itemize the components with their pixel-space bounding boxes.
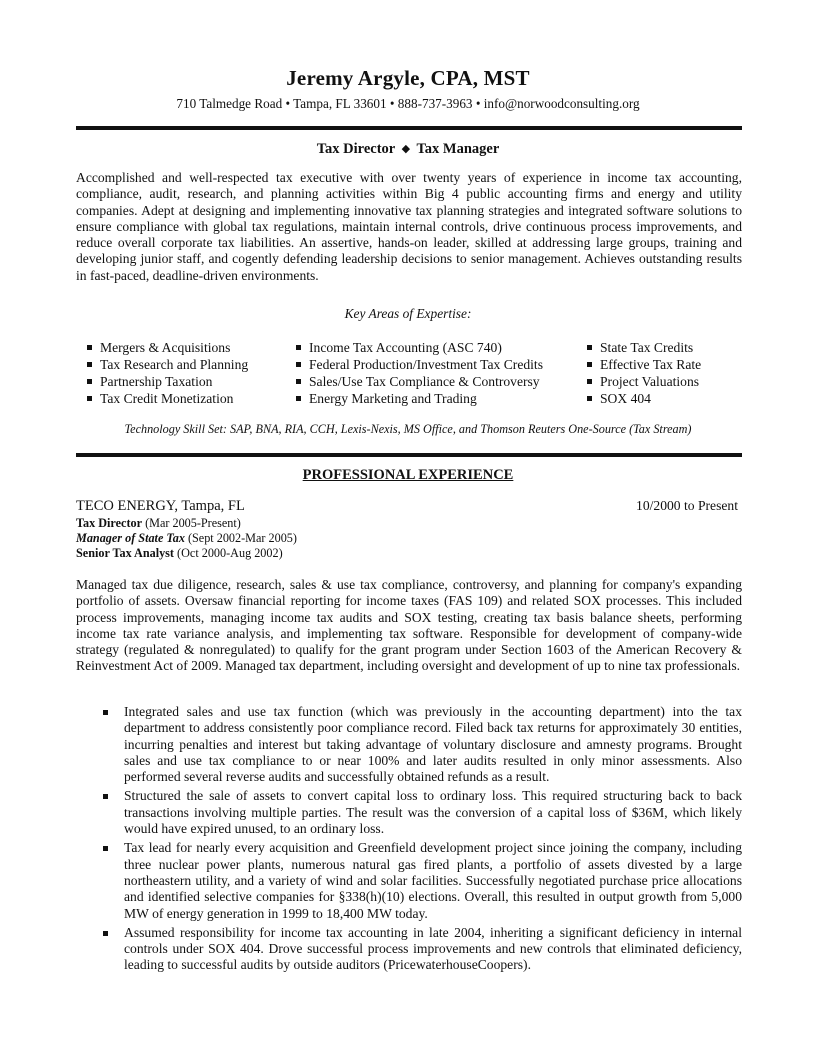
achievement-text: Assumed responsibility for income tax accounting in late 2004, inheriting a significant deficiency in internal controls under SOX 404. Drove successful process improvements and new controls that eliminated deficiency, leading to successful audits by outside auditors (PricewaterhouseCoopers).: [124, 924, 742, 973]
candidate-name: Jeremy Argyle, CPA, MST: [286, 66, 530, 90]
bullet-square-icon: [87, 396, 92, 401]
expertise-item-label: Partnership Taxation: [100, 374, 213, 389]
expertise-item: [87, 373, 248, 390]
expertise-item-label: Sales/Use Tax Compliance & Controversy: [309, 374, 540, 389]
summary-paragraph: Accomplished and well-respected tax executive with over twenty years of experience in income tax accounting, compliance, audit, research, and planning activities within Big 4 public accounting firms and energy and utility companies. Adept at designing and implementing innovative tax planning strategies and integrated software solutions to ensure compliance with global tax regulations, maintain internal controls, drive continuous process improvements, and reduce overall corporate tax liabilities. An assertive, hands-on leader, skilled at addressing large groups, training and developing junior staff, and cogently defending leadership decisions to senior management. Achieves outstanding results in fast-paced, deadline-driven environments.: [76, 170, 742, 283]
expertise-item-label: Tax Credit Monetization: [100, 391, 234, 406]
achievement-text: Integrated sales and use tax function (which was previously in the accounting department) into the tax department to address consistently poor compliance record. Filed back tax returns for approximately 30 entities, incurring penalties and interest but taking advantage of voluntary disclosure and amnesty programs. Brought sales and use tax compliance to or near 100% and later audits resulted in only minor assessments. Also performed several reverse audits and successfully obtained refunds as a result.: [124, 704, 742, 785]
bullet-square-icon: [103, 931, 108, 936]
bullet-square-icon: [296, 379, 301, 384]
bullet-square-icon: [103, 710, 108, 715]
role-title: Senior Tax Analyst: [76, 546, 174, 560]
diamond-separator-icon: ◆: [401, 143, 411, 155]
technology-skill-set: Technology Skill Set: SAP, BNA, RIA, CCH, Lexis-Nexis, MS Office, and Thomson Reuters One-Source (Tax Stream): [124, 422, 692, 436]
employment-dates: 10/2000 to Present: [636, 498, 738, 513]
company-name: TECO ENERGY, Tampa, FL: [76, 498, 245, 514]
expertise-item-label: Energy Marketing and Trading: [309, 391, 477, 406]
bullet-square-icon: [587, 345, 592, 350]
bullet-square-icon: [296, 396, 301, 401]
achievement-item: [76, 840, 742, 921]
bullet-square-icon: [87, 345, 92, 350]
expertise-item: [87, 339, 248, 356]
achievement-item: [76, 704, 742, 785]
expertise-heading: Key Areas of Expertise:: [344, 306, 472, 321]
expertise-item: [587, 390, 701, 407]
expertise-item: [587, 373, 701, 390]
expertise-item: [587, 356, 701, 373]
expertise-column-3: [587, 339, 701, 407]
role-line: [76, 516, 241, 531]
expertise-column-1: [87, 339, 248, 407]
expertise-item-label: Mergers & Acquisitions: [100, 340, 231, 355]
achievement-item: [76, 925, 742, 974]
role-period: (Mar 2005-Present): [145, 516, 241, 530]
bullet-square-icon: [587, 362, 592, 367]
headline-titles: [0, 141, 816, 158]
expertise-item: [296, 356, 543, 373]
bullet-square-icon: [587, 379, 592, 384]
role-period: (Oct 2000-Aug 2002): [177, 546, 283, 560]
expertise-item: [296, 390, 543, 407]
expertise-item: [296, 339, 543, 356]
expertise-item: [296, 373, 543, 390]
bullet-square-icon: [87, 362, 92, 367]
achievement-text: Structured the sale of assets to convert capital loss to ordinary loss. This required structuring back to back transactions involving multiple parties. The result was the conversion of a capital loss of $36M, which likely would have expired unused, to an ordinary loss.: [124, 788, 742, 837]
header-divider: [76, 126, 742, 130]
achievement-item: [76, 788, 742, 837]
bullet-square-icon: [587, 396, 592, 401]
expertise-column-2: [296, 339, 543, 407]
bullet-square-icon: [103, 846, 108, 851]
achievement-list: [76, 704, 742, 977]
section-divider: [76, 453, 742, 457]
expertise-item-label: Federal Production/Investment Tax Credits: [309, 357, 544, 372]
expertise-item-label: SOX 404: [600, 391, 651, 406]
role-period: (Sept 2002-Mar 2005): [187, 531, 297, 545]
bullet-square-icon: [103, 794, 108, 799]
role-title: Tax Director: [76, 516, 143, 530]
expertise-item: [87, 390, 248, 407]
expertise-item: [87, 356, 248, 373]
bullet-square-icon: [87, 379, 92, 384]
headline-title-2: Tax Manager: [416, 141, 500, 157]
bullet-square-icon: [296, 345, 301, 350]
expertise-item-label: State Tax Credits: [600, 340, 694, 355]
expertise-item: [587, 339, 701, 356]
expertise-item-label: Effective Tax Rate: [600, 357, 702, 372]
bullet-square-icon: [296, 362, 301, 367]
role-line: [76, 531, 297, 546]
job-description: Managed tax due diligence, research, sales & use tax compliance, controversy, and planning for company's expanding portfolio of assets. Oversaw financial reporting for income taxes (FAS 109) and related SOX processes. This included process improvements, managing income tax audits and SOX testing, creating tax basis balance sheets, performing income tax rate variance analysis, and implementing tax software. Responsible for development of company-wide strategy (regulated & nonregulated) to qualify for the grant program under Section 1603 of the American Recovery & Reinvestment Act of 2009. Managed tax department, including oversight and development of up to nine tax professionals.: [76, 577, 742, 674]
role-line: [76, 546, 283, 561]
experience-heading: PROFESSIONAL EXPERIENCE: [302, 467, 514, 483]
headline-title-1: Tax Director: [316, 141, 395, 157]
achievement-text: Tax lead for nearly every acquisition and Greenfield development project since joining the company, including three nuclear power plants, numerous natural gas fired plants, a portfolio of assets divested by a large northeastern utility, and a variety of wind and solar facilities. Successfully negotiated purchase price allocations and identified selective companies for §338(h)(10) elections. Overall, this resulted in output growth from 5,000 MW of energy generation in 1999 to 18,400 MW today.: [124, 840, 742, 921]
expertise-item-label: Income Tax Accounting (ASC 740): [309, 340, 502, 355]
contact-info: 710 Talmedge Road • Tampa, FL 33601 • 888-737-3963 • info@norwoodconsulting.org: [176, 96, 640, 111]
expertise-item-label: Tax Research and Planning: [100, 357, 249, 372]
expertise-item-label: Project Valuations: [600, 374, 700, 389]
role-title: Manager of State Tax: [76, 531, 185, 545]
